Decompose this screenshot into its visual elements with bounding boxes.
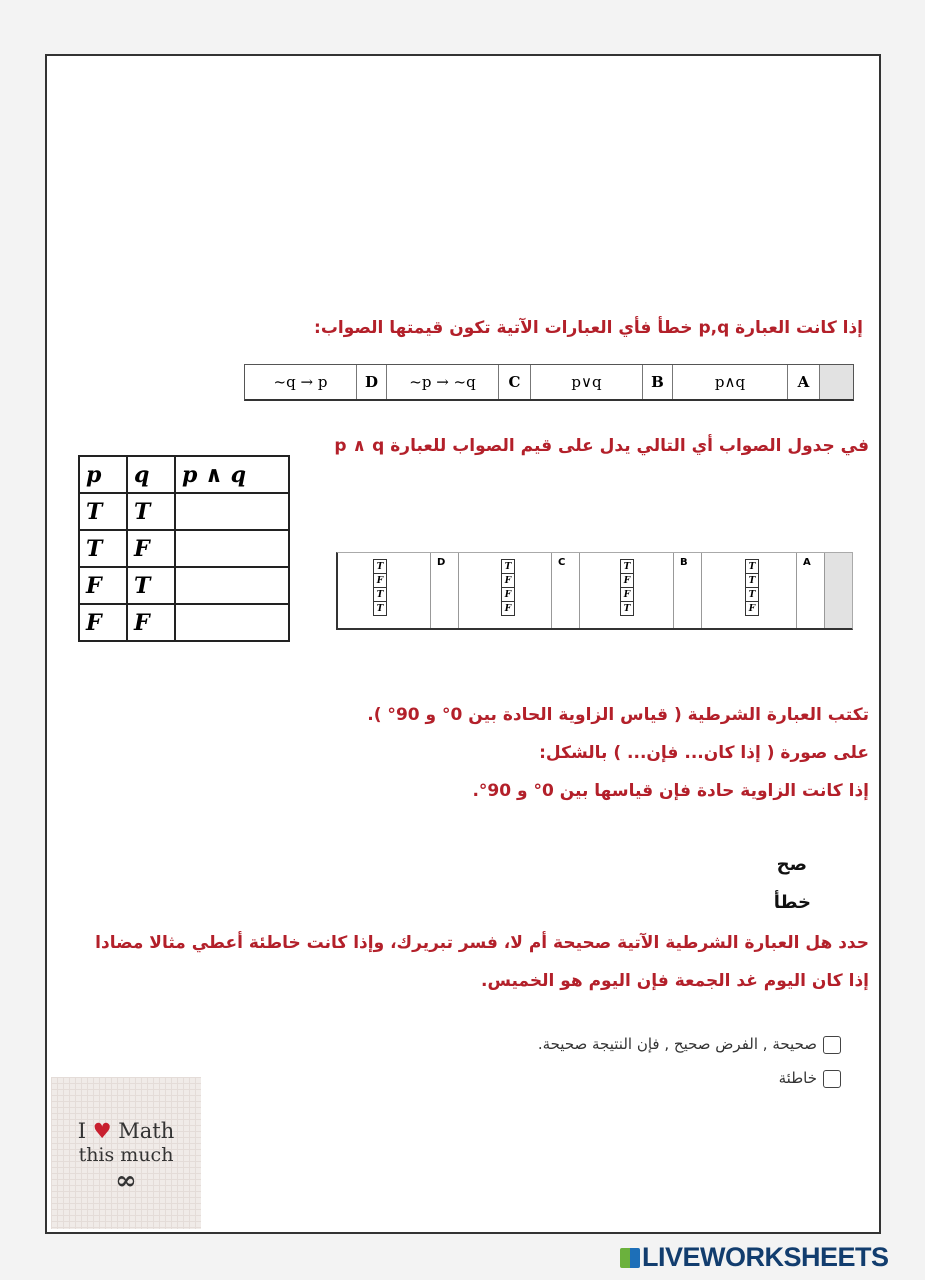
tv-cell: F (621, 588, 634, 602)
truth-table-header: p (79, 456, 127, 493)
q3-line1: تكتب العبارة الشرطية ( قياس الزاوية الحادة بين 0° و 90° ). (367, 705, 869, 725)
q2-option-c-label[interactable] (552, 553, 580, 628)
logo-text-math: Math (118, 1119, 175, 1143)
truth-table-cell: T (79, 493, 127, 530)
brand-text: LIVEWORKSHEETS (642, 1242, 889, 1272)
truth-table (78, 455, 290, 642)
q1-option-c-letter[interactable]: C (499, 365, 531, 399)
truth-table-cell: F (127, 530, 175, 567)
q2-option-a[interactable] (702, 553, 797, 628)
option-letter: D (437, 557, 446, 568)
tv-cell: F (621, 574, 634, 588)
q4-choice-true-label: صحيحة , الفرض صحيح , فإن النتيجة صحيحة. (537, 1035, 817, 1053)
truth-table-header: p ∧ q (175, 456, 289, 493)
table-row (79, 530, 289, 567)
truth-table-cell: T (127, 567, 175, 604)
q4-choice-true[interactable] (538, 1035, 841, 1054)
table-row (79, 567, 289, 604)
q2-text: في جدول الصواب أي التالي يدل على قيم الصواب للعبارة p ∧ q (334, 436, 869, 456)
q1-option-a-expr: p∧q (673, 365, 788, 399)
tv-cell: T (621, 560, 634, 574)
q3-line2: على صورة ( إذا كان... فإن... ) بالشكل: (539, 743, 869, 763)
q4-line2: إذا كان اليوم غد الجمعة فإن اليوم هو الخميس. (481, 971, 869, 991)
q1-option-b-letter[interactable]: B (643, 365, 673, 399)
q1-option-c-expr: ~p → ~q (387, 365, 499, 399)
tv-cell: T (746, 560, 759, 574)
truth-table-cell (175, 493, 289, 530)
tv-cell: T (374, 560, 387, 574)
truth-table-cell: F (127, 604, 175, 641)
q4-line1: حدد هل العبارة الشرطية الآتية صحيحة أم لا، فسر تبريرك، وإذا كانت خاطئة أعطي مثالا مضادا (95, 933, 869, 953)
table-row (79, 604, 289, 641)
tv-cell: T (746, 574, 759, 588)
q2-option-a-label[interactable] (797, 553, 825, 628)
liveworksheets-logo-icon (620, 1248, 640, 1268)
q2-option-d[interactable] (338, 553, 431, 628)
truth-table-cell: T (79, 530, 127, 567)
q4-choice-false-label: خاطئة (778, 1069, 817, 1087)
option-letter: C (558, 557, 566, 568)
truth-table-cell (175, 530, 289, 567)
tv-cell: T (621, 602, 634, 616)
truth-table-cell: T (127, 493, 175, 530)
truth-table-header: q (127, 456, 175, 493)
q3-true-option[interactable]: صح (776, 854, 807, 875)
liveworksheets-brand[interactable] (620, 1242, 889, 1273)
tv-cell: F (502, 602, 515, 616)
logo-text-this-much: this much (78, 1144, 174, 1166)
tv-cell: T (374, 588, 387, 602)
q2-option-b[interactable] (580, 553, 674, 628)
tv-cell: F (746, 602, 759, 616)
q2-option-d-label[interactable] (431, 553, 459, 628)
q1-answer-slot[interactable] (820, 365, 853, 399)
truth-table-cell: F (79, 604, 127, 641)
q1-text: إذا كانت العبارة p,q خطأ فأي العبارات الآتية تكون قيمتها الصواب: (314, 318, 863, 338)
tv-cell: T (374, 602, 387, 616)
truth-table-cell (175, 567, 289, 604)
q1-options-strip (244, 364, 854, 401)
q2-option-b-label[interactable] (674, 553, 702, 628)
tv-cell: F (374, 574, 387, 588)
q3-false-option[interactable]: خطأ (773, 892, 811, 913)
q2-option-c[interactable] (459, 553, 552, 628)
logo-text-i: I (77, 1119, 87, 1143)
q1-option-b-expr: p∨q (531, 365, 643, 399)
heart-icon: ♥ (92, 1119, 112, 1143)
q3-line3: إذا كانت الزاوية حادة فإن قياسها بين 0° و 90°. (472, 781, 869, 801)
q2-answer-slot[interactable] (825, 553, 852, 628)
truth-table-cell (175, 604, 289, 641)
checkbox-icon[interactable] (823, 1070, 841, 1088)
q4-choice-false[interactable] (779, 1069, 841, 1088)
option-letter: B (680, 557, 688, 568)
option-letter: A (803, 557, 811, 568)
worksheet-page (45, 54, 881, 1234)
q2-options-strip (336, 552, 853, 630)
q1-option-a-letter[interactable]: A (788, 365, 820, 399)
truth-table-cell: F (79, 567, 127, 604)
tv-cell: F (502, 588, 515, 602)
tv-cell: T (746, 588, 759, 602)
q1-option-d-letter[interactable]: D (357, 365, 387, 399)
checkbox-icon[interactable] (823, 1036, 841, 1054)
table-row (79, 493, 289, 530)
infinity-icon: ∞ (115, 1166, 137, 1196)
i-love-math-logo (51, 1077, 201, 1229)
tv-cell: T (502, 560, 515, 574)
q1-option-d-expr: ~q → p (245, 365, 357, 399)
tv-cell: F (502, 574, 515, 588)
